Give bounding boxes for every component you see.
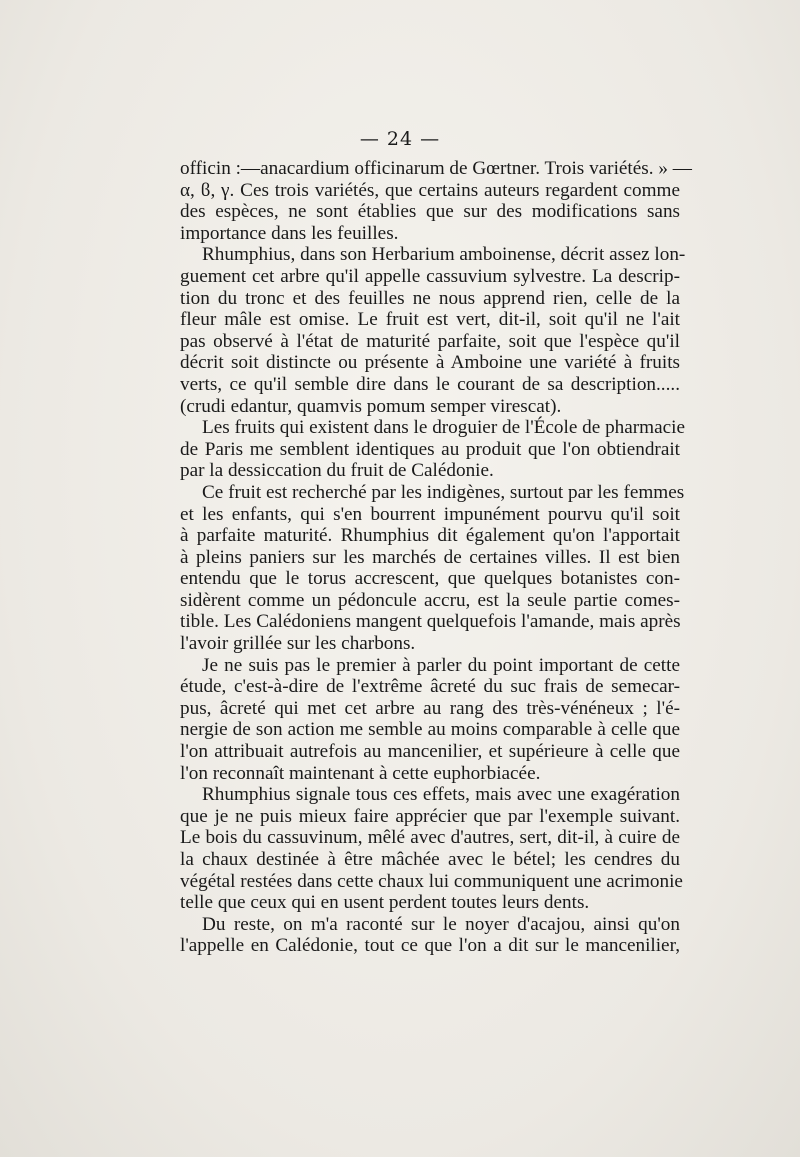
text-line: sidèrent comme un pédoncule accru, est la seule partie comes- xyxy=(180,589,680,611)
text-line: à parfaite maturité. Rhumphius dit également qu'on l'apportait xyxy=(180,525,680,547)
text-line: α, ϐ, γ. Ces trois variétés, que certains auteurs regardent comme xyxy=(180,179,680,201)
text-line: l'avoir grillée sur les charbons. xyxy=(180,633,416,655)
text-line: à pleins paniers sur les marchés de certaines villes. Il est bien xyxy=(180,546,680,568)
text-line: guement cet arbre qu'il appelle cassuvium sylvestre. La descrip- xyxy=(180,265,680,287)
text-line: (crudi edantur, quamvis pomum semper virescat). xyxy=(180,395,562,417)
text-line: Rhumphius, dans son Herbarium amboinense, décrit assez lon- xyxy=(202,244,686,266)
text-line: verts, ce qu'il semble dire dans le courant de sa description..... xyxy=(180,373,680,395)
text-line: Je ne suis pas le premier à parler du point important de cette xyxy=(202,654,680,676)
page-number: — 24 — xyxy=(359,128,441,150)
text-line: de Paris me semblent identiques au produit que l'on obtiendrait xyxy=(180,438,680,460)
text-line: végétal restées dans cette chaux lui communiquent une acrimonie xyxy=(180,870,683,892)
text-line: importance dans les feuilles. xyxy=(180,222,399,244)
text-line: par la dessiccation du fruit de Calédonie. xyxy=(180,460,494,482)
text-line: pas observé à l'état de maturité parfaite, soit que l'espèce qu'il xyxy=(180,330,680,352)
text-line: tion du tronc et des feuilles ne nous apprend rien, celle de la xyxy=(180,287,680,309)
text-line: officin :—anacardium officinarum de Gœrtner. Trois variétés. » — xyxy=(180,158,692,179)
text-line: étude, c'est-à-dire de l'extrême âcreté du suc frais de semecar- xyxy=(180,676,680,698)
text-line: telle que ceux qui en usent perdent toutes leurs dents. xyxy=(180,892,590,914)
text-line: l'appelle en Calédonie, tout ce que l'on a dit sur le mancenilier, xyxy=(180,935,680,957)
text-line: fleur mâle est omise. Le fruit est vert, dit-il, soit qu'il ne l'ait xyxy=(180,309,680,331)
body-text xyxy=(180,158,692,957)
text-line: pus, âcreté qui met cet arbre au rang des très-vénéneux ; l'é- xyxy=(180,697,680,719)
text-line: l'on reconnaît maintenant à cette euphorbiacée. xyxy=(180,762,541,784)
text-line: des espèces, ne sont établies que sur des modifications sans xyxy=(180,201,680,223)
text-line: nergie de son action me semble au moins comparable à celle que xyxy=(180,719,680,741)
text-line: tible. Les Calédoniens mangent quelquefois l'amande, mais après xyxy=(180,611,681,633)
text-line: l'on attribuait autrefois au mancenilier, et supérieure à celle que xyxy=(180,741,680,763)
text-line: la chaux destinée à être mâchée avec le bétel; les cendres du xyxy=(180,849,680,870)
text-line: Le bois du cassuvinum, mêlé avec d'autres, sert, dit-il, à cuire de xyxy=(180,827,680,849)
text-line: entendu que le torus accrescent, que quelques botanistes con- xyxy=(180,568,680,590)
text-line: Ce fruit est recherché par les indigènes, surtout par les femmes xyxy=(202,481,685,503)
text-line: et les enfants, qui s'en bourrent impunément pourvu qu'il soit xyxy=(180,503,680,525)
text-line: Rhumphius signale tous ces effets, mais avec une exagération xyxy=(202,784,680,806)
text-line: Les fruits qui existent dans le droguier de l'École de pharmacie xyxy=(202,417,685,439)
text-line: décrit soit distincte ou présente à Amboine une variété à fruits xyxy=(180,352,680,374)
text-line: Du reste, on m'a raconté sur le noyer d'acajou, ainsi qu'on xyxy=(202,913,680,935)
text-line: que je ne puis mieux faire apprécier que par l'exemple suivant. xyxy=(180,805,680,827)
